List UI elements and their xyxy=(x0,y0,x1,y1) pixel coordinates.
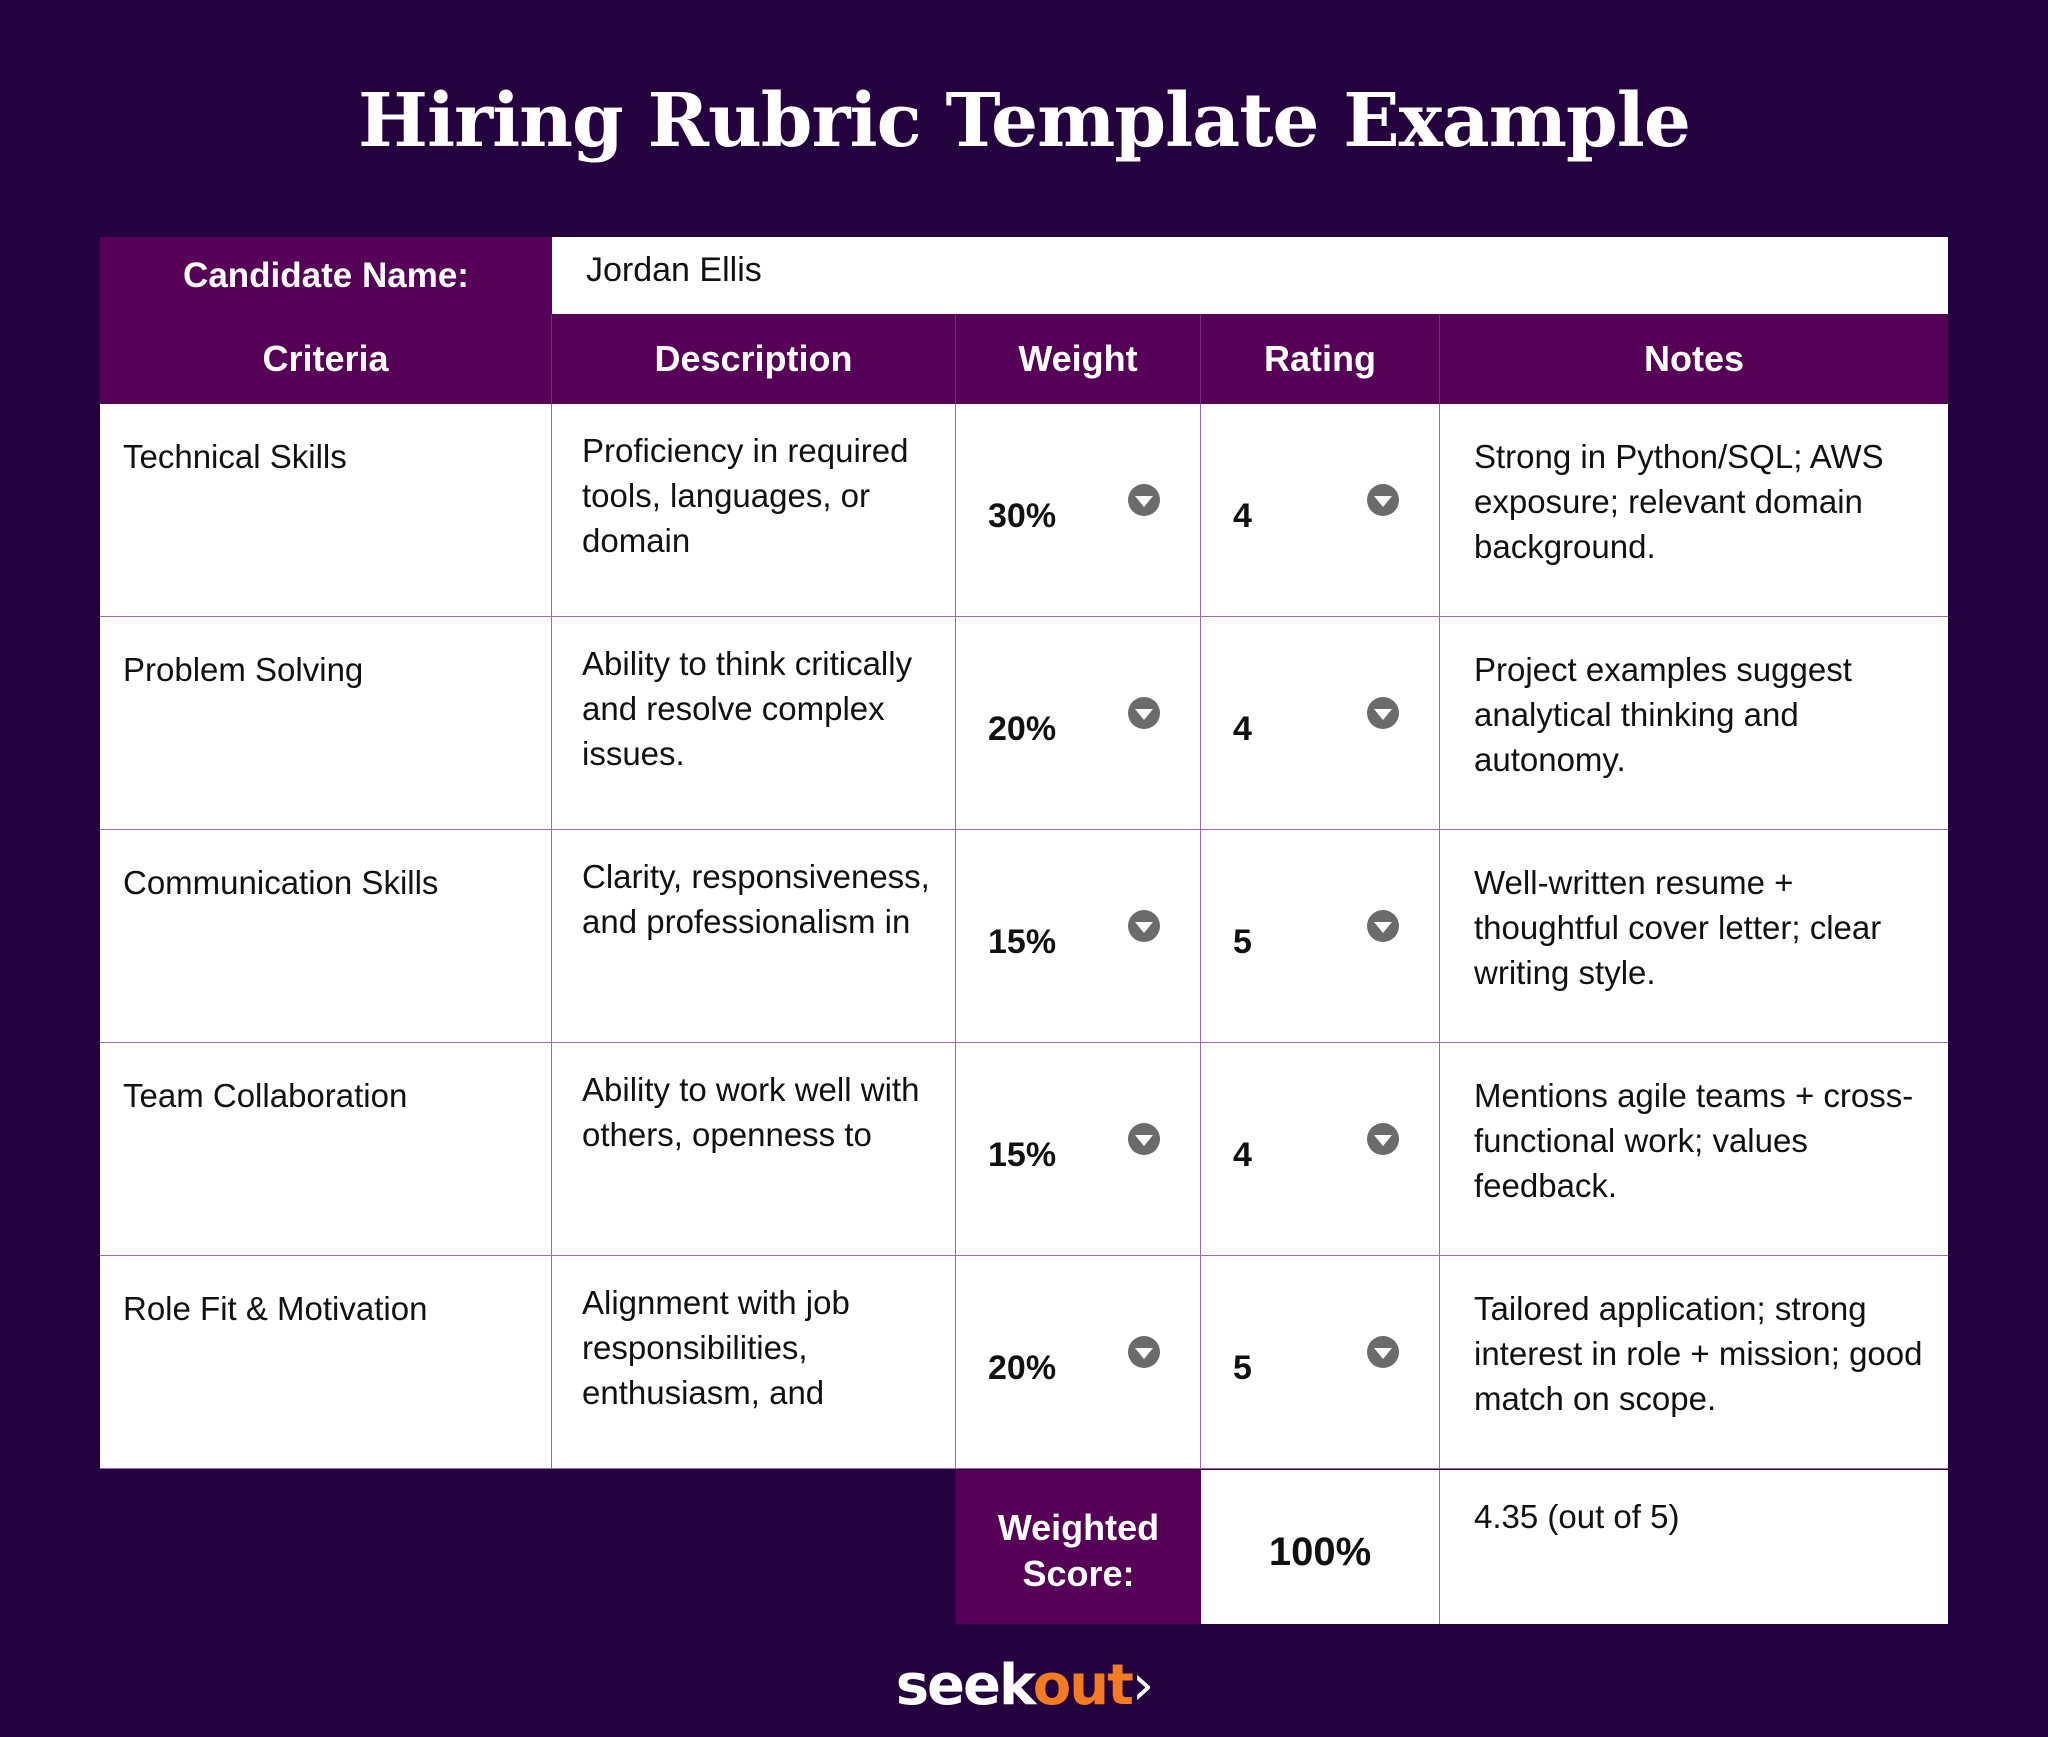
rating-dropdown[interactable] xyxy=(1201,830,1440,1042)
chevron-down-circle-icon[interactable] xyxy=(1367,697,1399,729)
description-cell xyxy=(552,404,956,616)
page-title: Hiring Rubric Template Example xyxy=(358,78,1690,164)
table-row xyxy=(100,617,1948,830)
rating-dropdown[interactable] xyxy=(1201,1043,1440,1255)
chevron-down-circle-icon[interactable] xyxy=(1367,1123,1399,1155)
rating-value: 4 xyxy=(1233,710,1252,748)
chevron-down-circle-icon[interactable] xyxy=(1128,910,1160,942)
notes-cell[interactable] xyxy=(1440,1256,1948,1468)
weight-dropdown[interactable] xyxy=(956,1256,1201,1468)
criteria-text: Technical Skills xyxy=(123,438,347,475)
logo-part-out: out xyxy=(1032,1653,1132,1718)
total-weight: 100% xyxy=(1201,1470,1440,1624)
weight-dropdown[interactable] xyxy=(956,830,1201,1042)
weight-value: 30% xyxy=(988,497,1057,535)
description-cell xyxy=(552,617,956,829)
description-text: Ability to think critically and resolve complex issues. xyxy=(582,645,913,772)
description-text: Clarity, responsiveness, and professionalism in xyxy=(582,858,930,940)
notes-cell[interactable] xyxy=(1440,1043,1948,1255)
criteria-cell xyxy=(100,830,552,1042)
weight-value: 15% xyxy=(988,923,1057,961)
description-cell xyxy=(552,830,956,1042)
notes-text: Well-written resume + thoughtful cover letter; clear writing style. xyxy=(1474,864,1882,991)
criteria-cell xyxy=(100,1043,552,1255)
weighted-score-value: 4.35 (out of 5) xyxy=(1440,1470,1948,1624)
criteria-text: Problem Solving xyxy=(123,651,364,688)
rating-value: 4 xyxy=(1233,497,1252,535)
description-text: Ability to work well with others, openness to xyxy=(582,1071,920,1153)
column-header-description: Description xyxy=(552,314,956,404)
description-text: Alignment with job responsibilities, enthusiasm, and xyxy=(582,1284,850,1411)
weight-value: 20% xyxy=(988,710,1057,748)
logo-part-seek: seek xyxy=(895,1653,1033,1718)
notes-text: Mentions agile teams + cross-functional work; values feedback. xyxy=(1474,1077,1914,1204)
chevron-down-circle-icon[interactable] xyxy=(1128,1336,1160,1368)
candidate-name-row xyxy=(100,237,1948,314)
criteria-text: Team Collaboration xyxy=(123,1077,408,1114)
description-text: Proficiency in required tools, languages, or domain xyxy=(582,432,909,559)
chevron-down-circle-icon[interactable] xyxy=(1367,484,1399,516)
weight-value: 20% xyxy=(988,1349,1057,1387)
weighted-score-row xyxy=(956,1470,1948,1624)
chevron-down-circle-icon[interactable] xyxy=(1128,484,1160,516)
rating-dropdown[interactable] xyxy=(1201,1256,1440,1468)
column-header-criteria: Criteria xyxy=(100,314,552,404)
criteria-cell xyxy=(100,617,552,829)
table-row xyxy=(100,1043,1948,1256)
notes-cell[interactable] xyxy=(1440,404,1948,616)
notes-text: Tailored application; strong interest in role + mission; good match on scope. xyxy=(1474,1290,1923,1417)
criteria-text: Communication Skills xyxy=(123,864,439,901)
weight-dropdown[interactable] xyxy=(956,404,1201,616)
candidate-name-label: Candidate Name: xyxy=(100,237,552,314)
logo-chevron-icon: › xyxy=(1131,1653,1153,1718)
criteria-text: Role Fit & Motivation xyxy=(123,1290,428,1327)
column-header-weight: Weight xyxy=(956,314,1201,404)
criteria-cell xyxy=(100,1256,552,1468)
seekout-logo xyxy=(0,1653,2048,1718)
notes-text: Project examples suggest analytical thinking and autonomy. xyxy=(1474,651,1852,778)
chevron-down-circle-icon[interactable] xyxy=(1367,910,1399,942)
notes-cell[interactable] xyxy=(1440,617,1948,829)
chevron-down-circle-icon[interactable] xyxy=(1128,1123,1160,1155)
column-header-notes: Notes xyxy=(1643,338,1745,379)
column-header-rating: Rating xyxy=(1201,314,1440,404)
candidate-name-field[interactable]: Jordan Ellis xyxy=(552,237,1948,314)
rating-dropdown[interactable] xyxy=(1201,404,1440,616)
description-cell xyxy=(552,1043,956,1255)
rating-value: 4 xyxy=(1233,1136,1252,1174)
table-header xyxy=(100,314,1948,404)
notes-cell[interactable] xyxy=(1440,830,1948,1042)
table-row xyxy=(100,830,1948,1043)
table-row xyxy=(100,404,1948,617)
weight-value: 15% xyxy=(988,1136,1057,1174)
weighted-score-label: Weighted Score: xyxy=(956,1470,1201,1624)
chevron-down-circle-icon[interactable] xyxy=(1367,1336,1399,1368)
rating-value: 5 xyxy=(1233,1349,1252,1387)
chevron-down-circle-icon[interactable] xyxy=(1128,697,1160,729)
table-body xyxy=(100,404,1948,1469)
table-row xyxy=(100,1256,1948,1469)
rating-value: 5 xyxy=(1233,923,1252,961)
notes-text: Strong in Python/SQL; AWS exposure; relevant domain background. xyxy=(1474,438,1884,565)
weight-dropdown[interactable] xyxy=(956,1043,1201,1255)
weight-dropdown[interactable] xyxy=(956,617,1201,829)
description-cell xyxy=(552,1256,956,1468)
rating-dropdown[interactable] xyxy=(1201,617,1440,829)
criteria-cell xyxy=(100,404,552,616)
